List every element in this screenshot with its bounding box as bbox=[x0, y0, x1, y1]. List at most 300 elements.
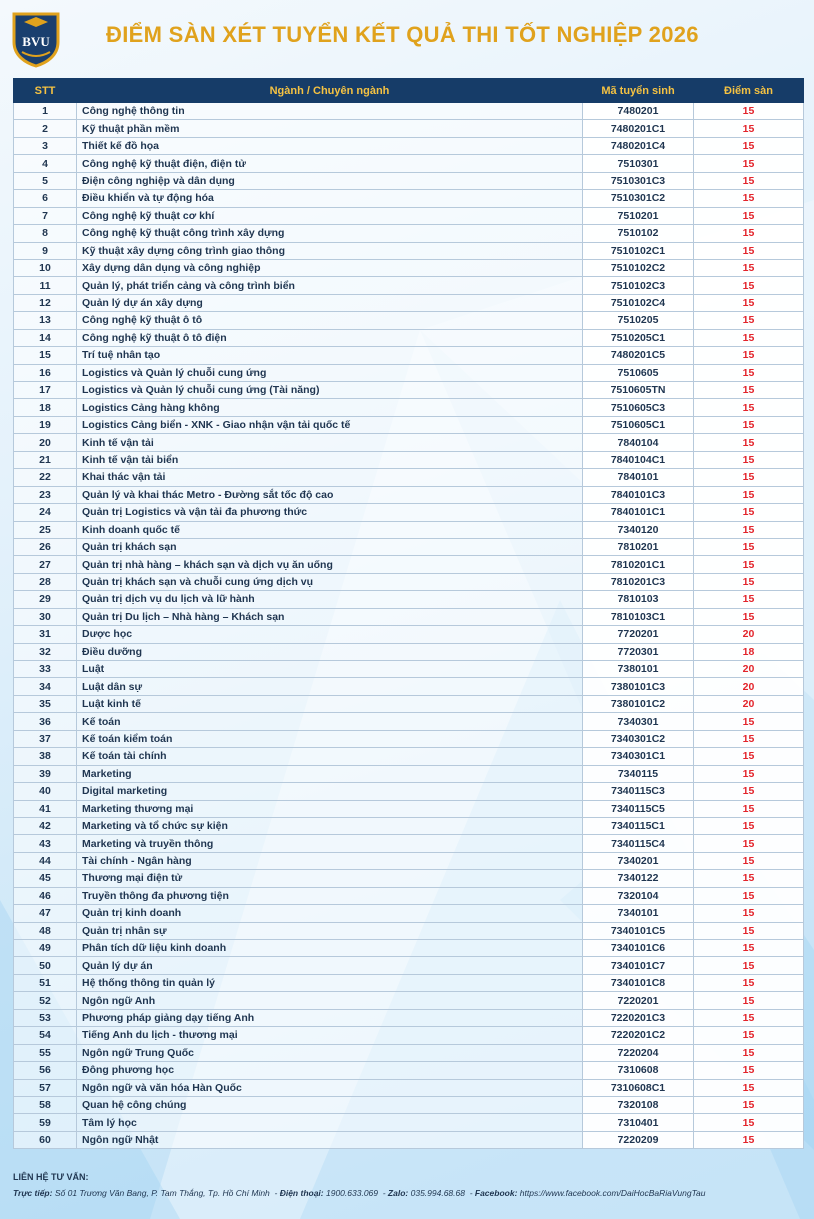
row-floor-score: 15 bbox=[694, 225, 804, 242]
table-row bbox=[14, 1027, 804, 1044]
row-admission-code: 7310608 bbox=[583, 1062, 694, 1079]
row-major-name: Logistics và Quản lý chuỗi cung ứng (Tài năng) bbox=[77, 382, 583, 399]
table-row bbox=[14, 957, 804, 974]
table-row bbox=[14, 1079, 804, 1096]
row-admission-code: 7510201 bbox=[583, 207, 694, 224]
table-row bbox=[14, 1044, 804, 1061]
row-admission-code: 7340115 bbox=[583, 765, 694, 782]
row-admission-code: 7810201 bbox=[583, 538, 694, 555]
zalo-value: 035.994.68.68 bbox=[410, 1188, 465, 1198]
column-header-score: Điểm sàn bbox=[694, 79, 804, 103]
row-admission-code: 7220204 bbox=[583, 1044, 694, 1061]
row-major-name: Logistics Cảng biển - XNK - Giao nhận vận tải quốc tế bbox=[77, 416, 583, 433]
row-admission-code: 7480201C4 bbox=[583, 137, 694, 154]
row-floor-score: 20 bbox=[694, 678, 804, 695]
zalo-label: Zalo: bbox=[387, 1188, 409, 1198]
table-row bbox=[14, 399, 804, 416]
row-stt: 35 bbox=[14, 695, 77, 712]
row-floor-score: 20 bbox=[694, 661, 804, 678]
row-floor-score: 15 bbox=[694, 538, 804, 555]
row-major-name: Công nghệ kỹ thuật ô tô điện bbox=[77, 329, 583, 346]
table-row bbox=[14, 556, 804, 573]
table-row bbox=[14, 643, 804, 660]
row-admission-code: 7380101C3 bbox=[583, 678, 694, 695]
table-row bbox=[14, 748, 804, 765]
row-floor-score: 15 bbox=[694, 155, 804, 172]
row-admission-code: 7510205 bbox=[583, 312, 694, 329]
row-stt: 11 bbox=[14, 277, 77, 294]
row-major-name: Kinh tế vận tải biển bbox=[77, 451, 583, 468]
table-row bbox=[14, 225, 804, 242]
phone-value: 1900.633.069 bbox=[326, 1188, 378, 1198]
row-floor-score: 15 bbox=[694, 329, 804, 346]
row-floor-score: 15 bbox=[694, 486, 804, 503]
row-stt: 17 bbox=[14, 382, 77, 399]
table-row bbox=[14, 992, 804, 1009]
row-major-name: Kế toán bbox=[77, 713, 583, 730]
row-admission-code: 7220209 bbox=[583, 1131, 694, 1148]
row-admission-code: 7320108 bbox=[583, 1096, 694, 1113]
row-floor-score: 15 bbox=[694, 1096, 804, 1113]
table-row bbox=[14, 259, 804, 276]
row-floor-score: 15 bbox=[694, 364, 804, 381]
row-floor-score: 15 bbox=[694, 399, 804, 416]
row-major-name: Ngôn ngữ Nhật bbox=[77, 1131, 583, 1148]
contact-line: Trực tiếp: Số 01 Trương Văn Bang, P. Tam Thắng, Tp. Hồ Chí Minh - Điện thoại: 1900.633.069 - Zalo: 035.994.68.68 - Facebook: https://www.facebook.com/DaiHocBaRiaVungTau bbox=[13, 1188, 706, 1198]
row-major-name: Marketing thương mại bbox=[77, 800, 583, 817]
row-stt: 4 bbox=[14, 155, 77, 172]
row-stt: 15 bbox=[14, 347, 77, 364]
row-stt: 21 bbox=[14, 451, 77, 468]
table-row bbox=[14, 172, 804, 189]
row-floor-score: 15 bbox=[694, 277, 804, 294]
row-floor-score: 15 bbox=[694, 591, 804, 608]
row-stt: 3 bbox=[14, 137, 77, 154]
table-row bbox=[14, 905, 804, 922]
row-admission-code: 7510605TN bbox=[583, 382, 694, 399]
row-stt: 42 bbox=[14, 817, 77, 834]
row-major-name: Ngôn ngữ Anh bbox=[77, 992, 583, 1009]
row-admission-code: 7480201C5 bbox=[583, 347, 694, 364]
row-stt: 44 bbox=[14, 852, 77, 869]
row-major-name: Kế toán tài chính bbox=[77, 748, 583, 765]
row-floor-score: 15 bbox=[694, 434, 804, 451]
table-row bbox=[14, 817, 804, 834]
row-floor-score: 15 bbox=[694, 103, 804, 120]
row-admission-code: 7840101 bbox=[583, 469, 694, 486]
page-header bbox=[0, 0, 814, 76]
row-major-name: Công nghệ thông tin bbox=[77, 103, 583, 120]
row-admission-code: 7510605 bbox=[583, 364, 694, 381]
table-row bbox=[14, 1114, 804, 1131]
row-stt: 20 bbox=[14, 434, 77, 451]
table-row bbox=[14, 416, 804, 433]
address-value: Số 01 Trương Văn Bang, P. Tam Thắng, Tp. Hồ Chí Minh bbox=[54, 1188, 270, 1198]
row-stt: 26 bbox=[14, 538, 77, 555]
row-stt: 28 bbox=[14, 573, 77, 590]
table-row bbox=[14, 870, 804, 887]
row-stt: 6 bbox=[14, 190, 77, 207]
row-major-name: Trí tuệ nhân tạo bbox=[77, 347, 583, 364]
row-major-name: Tiếng Anh du lịch - thương mại bbox=[77, 1027, 583, 1044]
row-stt: 33 bbox=[14, 661, 77, 678]
row-floor-score: 15 bbox=[694, 1044, 804, 1061]
row-floor-score: 15 bbox=[694, 451, 804, 468]
row-floor-score: 15 bbox=[694, 905, 804, 922]
table-row bbox=[14, 451, 804, 468]
table-row bbox=[14, 678, 804, 695]
table-row bbox=[14, 922, 804, 939]
row-major-name: Kế toán kiểm toán bbox=[77, 730, 583, 747]
row-stt: 12 bbox=[14, 294, 77, 311]
table-row bbox=[14, 852, 804, 869]
table-row bbox=[14, 538, 804, 555]
row-major-name: Tâm lý học bbox=[77, 1114, 583, 1131]
table-row bbox=[14, 887, 804, 904]
row-admission-code: 7510102C1 bbox=[583, 242, 694, 259]
row-major-name: Quản lý, phát triển cảng và công trình biển bbox=[77, 277, 583, 294]
table-row bbox=[14, 661, 804, 678]
row-major-name: Công nghệ kỹ thuật ô tô bbox=[77, 312, 583, 329]
row-stt: 46 bbox=[14, 887, 77, 904]
row-stt: 30 bbox=[14, 608, 77, 625]
row-major-name: Điều khiển và tự động hóa bbox=[77, 190, 583, 207]
table-row bbox=[14, 591, 804, 608]
column-header-code: Mã tuyển sinh bbox=[583, 79, 694, 103]
row-floor-score: 15 bbox=[694, 521, 804, 538]
contact-title: LIÊN HỆ TƯ VẤN: bbox=[13, 1172, 89, 1182]
row-stt: 39 bbox=[14, 765, 77, 782]
row-major-name: Điều dưỡng bbox=[77, 643, 583, 660]
row-major-name: Quản lý dự án xây dựng bbox=[77, 294, 583, 311]
row-major-name: Logistics Cảng hàng không bbox=[77, 399, 583, 416]
facebook-label: Facebook: bbox=[474, 1188, 518, 1198]
row-admission-code: 7220201 bbox=[583, 992, 694, 1009]
row-admission-code: 7340101C5 bbox=[583, 922, 694, 939]
row-floor-score: 15 bbox=[694, 887, 804, 904]
row-admission-code: 7320104 bbox=[583, 887, 694, 904]
row-floor-score: 15 bbox=[694, 800, 804, 817]
row-major-name: Marketing bbox=[77, 765, 583, 782]
row-admission-code: 7840104 bbox=[583, 434, 694, 451]
row-major-name: Quản trị nhân sự bbox=[77, 922, 583, 939]
row-floor-score: 15 bbox=[694, 992, 804, 1009]
row-stt: 59 bbox=[14, 1114, 77, 1131]
row-admission-code: 7380101 bbox=[583, 661, 694, 678]
column-header-stt: STT bbox=[14, 79, 77, 103]
row-major-name: Phương pháp giảng dạy tiếng Anh bbox=[77, 1009, 583, 1026]
table-row bbox=[14, 521, 804, 538]
row-admission-code: 7340101C7 bbox=[583, 957, 694, 974]
row-major-name: Thiết kế đồ họa bbox=[77, 137, 583, 154]
row-major-name: Quản trị kinh doanh bbox=[77, 905, 583, 922]
row-floor-score: 15 bbox=[694, 556, 804, 573]
table-row bbox=[14, 608, 804, 625]
contact-footer bbox=[13, 1172, 705, 1198]
table-row bbox=[14, 1096, 804, 1113]
row-admission-code: 7340301C1 bbox=[583, 748, 694, 765]
row-major-name: Luật dân sự bbox=[77, 678, 583, 695]
page-title: ĐIỂM SÀN XÉT TUYỂN KẾT QUẢ THI TỐT NGHIỆP 2026 bbox=[106, 22, 699, 47]
row-major-name: Quản lý và khai thác Metro - Đường sắt tốc độ cao bbox=[77, 486, 583, 503]
table-row bbox=[14, 974, 804, 991]
row-stt: 25 bbox=[14, 521, 77, 538]
row-major-name: Công nghệ kỹ thuật cơ khí bbox=[77, 207, 583, 224]
row-stt: 24 bbox=[14, 504, 77, 521]
row-floor-score: 15 bbox=[694, 817, 804, 834]
row-admission-code: 7340101C6 bbox=[583, 940, 694, 957]
facebook-link[interactable]: https://www.facebook.com/DaiHocBaRiaVungTau bbox=[519, 1188, 706, 1198]
table-row bbox=[14, 626, 804, 643]
row-floor-score: 18 bbox=[694, 643, 804, 660]
table-row bbox=[14, 242, 804, 259]
row-stt: 36 bbox=[14, 713, 77, 730]
row-stt: 47 bbox=[14, 905, 77, 922]
row-stt: 5 bbox=[14, 172, 77, 189]
table-row bbox=[14, 329, 804, 346]
row-stt: 29 bbox=[14, 591, 77, 608]
row-major-name: Thương mại điện tử bbox=[77, 870, 583, 887]
row-stt: 18 bbox=[14, 399, 77, 416]
row-floor-score: 15 bbox=[694, 1027, 804, 1044]
row-admission-code: 7340115C1 bbox=[583, 817, 694, 834]
row-admission-code: 7480201 bbox=[583, 103, 694, 120]
table-row bbox=[14, 1062, 804, 1079]
table-row bbox=[14, 120, 804, 137]
row-floor-score: 15 bbox=[694, 1062, 804, 1079]
table-row bbox=[14, 504, 804, 521]
row-admission-code: 7380101C2 bbox=[583, 695, 694, 712]
row-floor-score: 20 bbox=[694, 626, 804, 643]
row-floor-score: 15 bbox=[694, 312, 804, 329]
row-floor-score: 15 bbox=[694, 852, 804, 869]
table-row bbox=[14, 103, 804, 120]
row-admission-code: 7340201 bbox=[583, 852, 694, 869]
row-floor-score: 15 bbox=[694, 870, 804, 887]
row-admission-code: 7510205C1 bbox=[583, 329, 694, 346]
row-major-name: Quản trị khách sạn bbox=[77, 538, 583, 555]
row-floor-score: 15 bbox=[694, 504, 804, 521]
row-admission-code: 7340301C2 bbox=[583, 730, 694, 747]
table-row bbox=[14, 800, 804, 817]
table-row bbox=[14, 1009, 804, 1026]
table-row bbox=[14, 207, 804, 224]
row-floor-score: 15 bbox=[694, 416, 804, 433]
row-floor-score: 20 bbox=[694, 695, 804, 712]
row-admission-code: 7510605C3 bbox=[583, 399, 694, 416]
row-admission-code: 7340122 bbox=[583, 870, 694, 887]
row-major-name: Kinh doanh quốc tế bbox=[77, 521, 583, 538]
row-major-name: Quản trị Logistics và vận tải đa phương thức bbox=[77, 504, 583, 521]
row-floor-score: 15 bbox=[694, 259, 804, 276]
row-stt: 54 bbox=[14, 1027, 77, 1044]
row-floor-score: 15 bbox=[694, 172, 804, 189]
row-major-name: Quản lý dự án bbox=[77, 957, 583, 974]
row-floor-score: 15 bbox=[694, 242, 804, 259]
row-major-name: Quản trị Du lịch – Nhà hàng – Khách sạn bbox=[77, 608, 583, 625]
row-floor-score: 15 bbox=[694, 608, 804, 625]
row-stt: 7 bbox=[14, 207, 77, 224]
row-stt: 40 bbox=[14, 783, 77, 800]
row-admission-code: 7340115C4 bbox=[583, 835, 694, 852]
row-floor-score: 15 bbox=[694, 730, 804, 747]
table-row bbox=[14, 765, 804, 782]
row-major-name: Quan hệ công chúng bbox=[77, 1096, 583, 1113]
row-major-name: Ngôn ngữ và văn hóa Hàn Quốc bbox=[77, 1079, 583, 1096]
row-stt: 10 bbox=[14, 259, 77, 276]
row-admission-code: 7720301 bbox=[583, 643, 694, 660]
row-admission-code: 7340115C5 bbox=[583, 800, 694, 817]
column-header-major: Ngành / Chuyên ngành bbox=[77, 79, 583, 103]
row-floor-score: 15 bbox=[694, 207, 804, 224]
row-stt: 38 bbox=[14, 748, 77, 765]
table-row bbox=[14, 155, 804, 172]
row-stt: 55 bbox=[14, 1044, 77, 1061]
row-floor-score: 15 bbox=[694, 940, 804, 957]
table-row bbox=[14, 940, 804, 957]
row-major-name: Luật bbox=[77, 661, 583, 678]
row-floor-score: 15 bbox=[694, 765, 804, 782]
row-floor-score: 15 bbox=[694, 573, 804, 590]
row-admission-code: 7810103C1 bbox=[583, 608, 694, 625]
table-row bbox=[14, 312, 804, 329]
row-admission-code: 7810201C3 bbox=[583, 573, 694, 590]
row-admission-code: 7840101C1 bbox=[583, 504, 694, 521]
row-floor-score: 15 bbox=[694, 294, 804, 311]
row-floor-score: 15 bbox=[694, 783, 804, 800]
row-admission-code: 7510102C3 bbox=[583, 277, 694, 294]
row-major-name: Công nghệ kỹ thuật công trình xây dựng bbox=[77, 225, 583, 242]
table-row bbox=[14, 277, 804, 294]
row-stt: 41 bbox=[14, 800, 77, 817]
row-stt: 45 bbox=[14, 870, 77, 887]
row-admission-code: 7720201 bbox=[583, 626, 694, 643]
row-floor-score: 15 bbox=[694, 957, 804, 974]
row-floor-score: 15 bbox=[694, 713, 804, 730]
table-row bbox=[14, 730, 804, 747]
row-floor-score: 15 bbox=[694, 974, 804, 991]
row-floor-score: 15 bbox=[694, 1009, 804, 1026]
row-stt: 8 bbox=[14, 225, 77, 242]
row-admission-code: 7510301C2 bbox=[583, 190, 694, 207]
table-row bbox=[14, 434, 804, 451]
row-admission-code: 7510605C1 bbox=[583, 416, 694, 433]
row-admission-code: 7480201C1 bbox=[583, 120, 694, 137]
row-major-name: Xây dựng dân dụng và công nghiệp bbox=[77, 259, 583, 276]
row-admission-code: 7310401 bbox=[583, 1114, 694, 1131]
row-major-name: Truyền thông đa phương tiện bbox=[77, 887, 583, 904]
row-stt: 60 bbox=[14, 1131, 77, 1148]
row-stt: 53 bbox=[14, 1009, 77, 1026]
row-major-name: Điện công nghiệp và dân dụng bbox=[77, 172, 583, 189]
row-stt: 32 bbox=[14, 643, 77, 660]
table-row bbox=[14, 382, 804, 399]
row-stt: 58 bbox=[14, 1096, 77, 1113]
row-admission-code: 7510102C4 bbox=[583, 294, 694, 311]
row-admission-code: 7810103 bbox=[583, 591, 694, 608]
row-stt: 9 bbox=[14, 242, 77, 259]
row-major-name: Marketing và truyền thông bbox=[77, 835, 583, 852]
table-row bbox=[14, 294, 804, 311]
row-major-name: Công nghệ kỹ thuật điện, điện tử bbox=[77, 155, 583, 172]
table-row bbox=[14, 364, 804, 381]
row-stt: 48 bbox=[14, 922, 77, 939]
row-stt: 22 bbox=[14, 469, 77, 486]
table-row bbox=[14, 835, 804, 852]
row-stt: 31 bbox=[14, 626, 77, 643]
row-stt: 27 bbox=[14, 556, 77, 573]
bvu-logo-icon bbox=[10, 8, 62, 68]
row-major-name: Phân tích dữ liệu kinh doanh bbox=[77, 940, 583, 957]
row-floor-score: 15 bbox=[694, 748, 804, 765]
row-stt: 16 bbox=[14, 364, 77, 381]
row-admission-code: 7340120 bbox=[583, 521, 694, 538]
row-stt: 34 bbox=[14, 678, 77, 695]
table-row bbox=[14, 347, 804, 364]
row-major-name: Đông phương học bbox=[77, 1062, 583, 1079]
row-admission-code: 7340101C8 bbox=[583, 974, 694, 991]
row-admission-code: 7510102C2 bbox=[583, 259, 694, 276]
row-stt: 57 bbox=[14, 1079, 77, 1096]
row-admission-code: 7340115C3 bbox=[583, 783, 694, 800]
row-major-name: Luật kinh tế bbox=[77, 695, 583, 712]
row-floor-score: 15 bbox=[694, 347, 804, 364]
row-admission-code: 7510301C3 bbox=[583, 172, 694, 189]
row-admission-code: 7220201C2 bbox=[583, 1027, 694, 1044]
row-admission-code: 7340301 bbox=[583, 713, 694, 730]
row-stt: 37 bbox=[14, 730, 77, 747]
row-admission-code: 7310608C1 bbox=[583, 1079, 694, 1096]
row-stt: 43 bbox=[14, 835, 77, 852]
table-row bbox=[14, 486, 804, 503]
row-floor-score: 15 bbox=[694, 382, 804, 399]
logo-text: BVU bbox=[22, 34, 50, 49]
row-major-name: Quản trị dịch vụ du lịch và lữ hành bbox=[77, 591, 583, 608]
score-table bbox=[13, 78, 804, 1149]
row-major-name: Dược học bbox=[77, 626, 583, 643]
row-major-name: Logistics và Quản lý chuỗi cung ứng bbox=[77, 364, 583, 381]
row-admission-code: 7220201C3 bbox=[583, 1009, 694, 1026]
table-row bbox=[14, 783, 804, 800]
row-admission-code: 7510301 bbox=[583, 155, 694, 172]
row-floor-score: 15 bbox=[694, 922, 804, 939]
row-major-name: Digital marketing bbox=[77, 783, 583, 800]
row-admission-code: 7340101 bbox=[583, 905, 694, 922]
row-floor-score: 15 bbox=[694, 137, 804, 154]
phone-label: Điện thoại: bbox=[279, 1188, 324, 1198]
row-stt: 13 bbox=[14, 312, 77, 329]
row-stt: 50 bbox=[14, 957, 77, 974]
table-row bbox=[14, 1131, 804, 1148]
row-admission-code: 7510102 bbox=[583, 225, 694, 242]
row-floor-score: 15 bbox=[694, 190, 804, 207]
table-row bbox=[14, 573, 804, 590]
row-floor-score: 15 bbox=[694, 1131, 804, 1148]
table-body bbox=[14, 103, 804, 1149]
row-major-name: Marketing và tổ chức sự kiện bbox=[77, 817, 583, 834]
row-stt: 51 bbox=[14, 974, 77, 991]
row-floor-score: 15 bbox=[694, 1079, 804, 1096]
row-stt: 23 bbox=[14, 486, 77, 503]
row-floor-score: 15 bbox=[694, 1114, 804, 1131]
table-row bbox=[14, 137, 804, 154]
row-floor-score: 15 bbox=[694, 120, 804, 137]
table-row bbox=[14, 695, 804, 712]
row-floor-score: 15 bbox=[694, 835, 804, 852]
table-row bbox=[14, 713, 804, 730]
row-stt: 49 bbox=[14, 940, 77, 957]
row-stt: 56 bbox=[14, 1062, 77, 1079]
